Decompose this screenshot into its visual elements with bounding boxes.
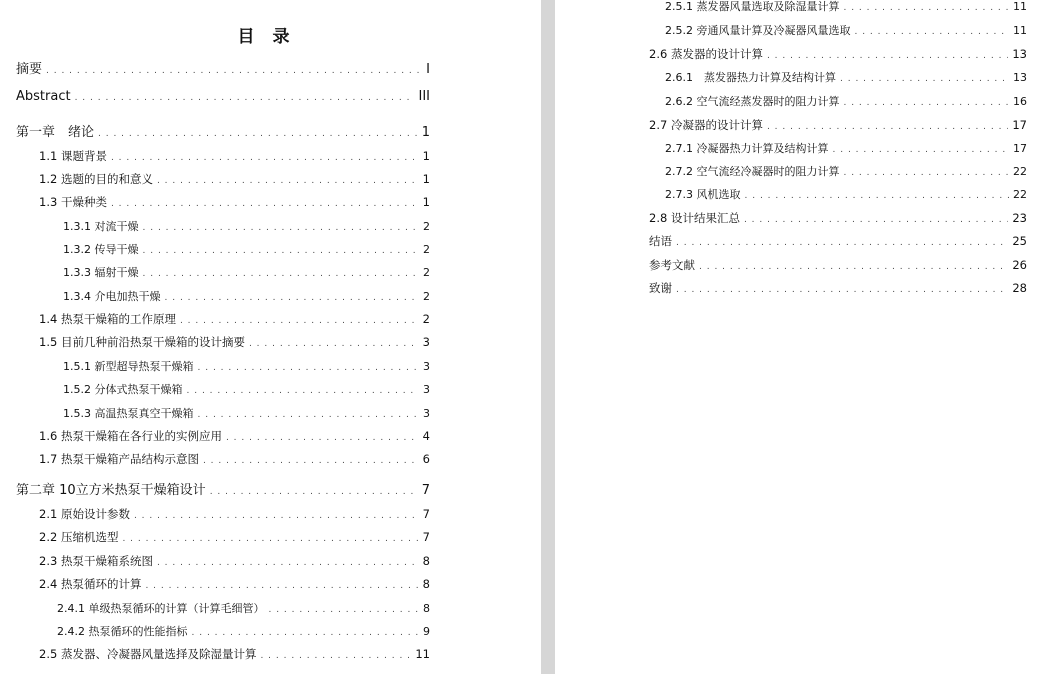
toc-page-number: 26 bbox=[1012, 258, 1027, 272]
toc-entry[interactable] bbox=[39, 148, 430, 164]
toc-leader-dots bbox=[210, 483, 418, 498]
toc-page-number: 6 bbox=[422, 452, 430, 466]
toc-page-number: 1 bbox=[422, 172, 430, 186]
toc-page-number: 11 bbox=[415, 647, 430, 661]
toc-leader-dots bbox=[203, 452, 419, 466]
toc-entry[interactable] bbox=[39, 506, 430, 522]
toc-leader-dots bbox=[111, 149, 419, 163]
toc-page-number: 3 bbox=[423, 360, 430, 373]
toc-entry-label: 2.3 热泵干燥箱系统图 bbox=[39, 554, 153, 568]
toc-page-number: 2 bbox=[422, 312, 430, 326]
toc-leader-dots bbox=[268, 602, 419, 615]
toc-page-number: 1 bbox=[422, 195, 430, 209]
toc-entry-label: 2.7.3 风机选取 bbox=[665, 188, 741, 201]
toc-page-number: 2 bbox=[423, 220, 430, 233]
toc-leader-dots bbox=[767, 118, 1008, 132]
toc-entry-label: 1.3.4 介电加热干燥 bbox=[63, 290, 161, 303]
toc-entry[interactable] bbox=[649, 117, 1027, 133]
toc-entry-label: 1.3.2 传导干燥 bbox=[63, 243, 139, 256]
toc-entry-label: 2.2 压缩机选型 bbox=[39, 530, 119, 544]
toc-page-number: 28 bbox=[1012, 281, 1027, 295]
toc-leader-dots bbox=[165, 290, 420, 303]
toc-page-number: 23 bbox=[1012, 211, 1027, 225]
toc-leader-dots bbox=[843, 165, 1009, 178]
toc-title: 目 录 bbox=[237, 27, 296, 47]
toc-entry[interactable] bbox=[16, 121, 430, 140]
toc-page-number: 7 bbox=[422, 507, 430, 521]
toc-entry[interactable] bbox=[649, 257, 1027, 273]
toc-page-number: III bbox=[418, 89, 430, 104]
toc-entry-label: 2.5.1 蒸发器风量选取及除湿量计算 bbox=[665, 0, 840, 13]
toc-entry-label: 第二章 10立方米热泵干燥箱设计 bbox=[16, 483, 206, 498]
toc-entry[interactable] bbox=[39, 171, 430, 187]
toc-entry-label: 2.4 热泵循环的计算 bbox=[39, 577, 142, 591]
toc-entry[interactable] bbox=[57, 623, 430, 639]
toc-page-right bbox=[555, 0, 1050, 674]
toc-leader-dots bbox=[843, 0, 1009, 13]
toc-entry[interactable] bbox=[39, 646, 430, 662]
toc-entry-label: 2.1 原始设计参数 bbox=[39, 507, 130, 521]
toc-entry[interactable] bbox=[649, 233, 1027, 249]
toc-entry[interactable] bbox=[649, 210, 1027, 226]
toc-entry[interactable] bbox=[63, 264, 430, 280]
toc-page-number: 17 bbox=[1013, 142, 1027, 155]
toc-page-number: 8 bbox=[422, 554, 430, 568]
toc-entry-label: 1.3.1 对流干燥 bbox=[63, 220, 139, 233]
toc-page-number: 13 bbox=[1012, 47, 1027, 61]
toc-page-number: 17 bbox=[1012, 118, 1027, 132]
toc-entry[interactable] bbox=[39, 311, 430, 327]
toc-entry-label: 2.7.1 冷凝器热力计算及结构计算 bbox=[665, 142, 829, 155]
toc-leader-dots bbox=[180, 312, 419, 326]
toc-leader-dots bbox=[840, 71, 1009, 84]
toc-entry[interactable] bbox=[63, 218, 430, 234]
toc-leader-dots bbox=[98, 125, 418, 140]
toc-leader-dots bbox=[46, 62, 422, 77]
toc-page-number: 8 bbox=[423, 602, 430, 615]
toc-entry[interactable] bbox=[665, 140, 1027, 156]
toc-leader-dots bbox=[854, 24, 1009, 37]
toc-entry[interactable] bbox=[665, 163, 1027, 179]
toc-page-number: 2 bbox=[423, 266, 430, 279]
toc-leader-dots bbox=[833, 142, 1010, 155]
toc-leader-dots bbox=[676, 281, 1008, 295]
toc-page-number: 22 bbox=[1013, 165, 1027, 178]
toc-entry-label: 1.3 干燥种类 bbox=[39, 195, 107, 209]
toc-entry[interactable] bbox=[63, 381, 430, 397]
toc-entry[interactable] bbox=[39, 451, 430, 467]
toc-entry-label: 2.6.2 空气流经蒸发器时的阻力计算 bbox=[665, 95, 840, 108]
toc-page-number: 16 bbox=[1013, 95, 1027, 108]
toc-leader-dots bbox=[187, 383, 420, 396]
toc-page-number: 11 bbox=[1013, 24, 1027, 37]
toc-entry-label: 第一章 绪论 bbox=[16, 125, 95, 140]
toc-entry-label: 2.4.1 单级热泵循环的计算（计算毛细管） bbox=[57, 602, 265, 615]
toc-entry[interactable] bbox=[665, 0, 1027, 14]
toc-entry-label: 1.5.3 高温热泵真空干燥箱 bbox=[63, 407, 194, 420]
toc-entry-label: 1.2 选题的目的和意义 bbox=[39, 172, 153, 186]
toc-entry[interactable] bbox=[649, 280, 1027, 296]
toc-entry-label: 2.5 蒸发器、冷凝器风量选择及除湿量计算 bbox=[39, 647, 257, 661]
toc-entry[interactable] bbox=[16, 479, 430, 498]
toc-entry-label: 2.5.2 旁通风量计算及冷凝器风量选取 bbox=[665, 24, 851, 37]
toc-leader-dots bbox=[198, 360, 420, 373]
toc-entry[interactable] bbox=[57, 600, 430, 616]
toc-leader-dots bbox=[145, 577, 418, 591]
toc-page-number: 8 bbox=[422, 577, 430, 591]
toc-leader-dots bbox=[843, 95, 1009, 108]
toc-entry-label: 1.5 目前几种前沿热泵干燥箱的设计摘要 bbox=[39, 335, 245, 349]
toc-page-number: 4 bbox=[422, 429, 430, 443]
toc-page-number: 3 bbox=[423, 407, 430, 420]
toc-entry[interactable] bbox=[63, 288, 430, 304]
toc-entry[interactable] bbox=[665, 69, 1027, 85]
toc-leader-dots bbox=[676, 234, 1008, 248]
toc-leader-dots bbox=[111, 195, 419, 209]
toc-entry-label: 致谢 bbox=[649, 281, 672, 295]
toc-entry-label: 参考文献 bbox=[649, 258, 695, 272]
toc-entry[interactable] bbox=[665, 186, 1027, 202]
toc-page-number: 3 bbox=[423, 383, 430, 396]
toc-entry[interactable] bbox=[665, 22, 1027, 38]
toc-entry-label: Abstract bbox=[16, 89, 71, 104]
toc-entry[interactable] bbox=[63, 405, 430, 421]
toc-entry-label: 摘要 bbox=[16, 62, 43, 77]
toc-leader-dots bbox=[143, 266, 420, 279]
toc-leader-dots bbox=[122, 530, 418, 544]
toc-page-number: 13 bbox=[1013, 71, 1027, 84]
toc-entry-label: 1.1 课题背景 bbox=[39, 149, 107, 163]
toc-entry[interactable] bbox=[39, 553, 430, 569]
toc-entry[interactable] bbox=[63, 241, 430, 257]
toc-leader-dots bbox=[744, 211, 1008, 225]
toc-entry[interactable] bbox=[39, 334, 430, 350]
toc-leader-dots bbox=[157, 172, 419, 186]
toc-entry-label: 1.6 热泵干燥箱在各行业的实例应用 bbox=[39, 429, 222, 443]
toc-leader-dots bbox=[143, 220, 420, 233]
toc-page-number: 22 bbox=[1013, 188, 1027, 201]
toc-entry-label: 1.5.1 新型超导热泵干燥箱 bbox=[63, 360, 194, 373]
toc-entry-label: 2.6 蒸发器的设计计算 bbox=[649, 47, 763, 61]
toc-entry[interactable] bbox=[665, 93, 1027, 109]
toc-page-number: 1 bbox=[422, 149, 430, 163]
toc-page-number: 1 bbox=[421, 125, 430, 140]
toc-entry[interactable] bbox=[39, 194, 430, 210]
toc-entry-label: 2.4.2 热泵循环的性能指标 bbox=[57, 625, 188, 638]
toc-leader-dots bbox=[192, 625, 420, 638]
toc-leader-dots bbox=[699, 258, 1008, 272]
toc-page-number: 3 bbox=[422, 335, 430, 349]
toc-leader-dots bbox=[249, 335, 419, 349]
toc-leader-dots bbox=[745, 188, 1010, 201]
toc-page-number: 7 bbox=[422, 530, 430, 544]
toc-entry[interactable] bbox=[39, 529, 430, 545]
toc-page-number: 25 bbox=[1012, 234, 1027, 248]
toc-entry-label: 1.5.2 分体式热泵干燥箱 bbox=[63, 383, 183, 396]
page-gutter bbox=[541, 0, 555, 674]
toc-leader-dots bbox=[767, 47, 1008, 61]
toc-entry-label: 2.7.2 空气流经冷凝器时的阻力计算 bbox=[665, 165, 840, 178]
toc-entry-label: 结语 bbox=[649, 234, 672, 248]
toc-leader-dots bbox=[226, 429, 419, 443]
toc-entry[interactable] bbox=[39, 576, 430, 592]
toc-page-number: 2 bbox=[423, 243, 430, 256]
toc-entry-label: 1.4 热泵干燥箱的工作原理 bbox=[39, 312, 176, 326]
toc-page-number: 9 bbox=[423, 625, 430, 638]
toc-page-number: 11 bbox=[1013, 0, 1027, 13]
toc-page-number: 2 bbox=[423, 290, 430, 303]
toc-entry-label: 2.7 冷凝器的设计计算 bbox=[649, 118, 763, 132]
toc-leader-dots bbox=[157, 554, 419, 568]
toc-entry-label: 2.8 设计结果汇总 bbox=[649, 211, 740, 225]
toc-leader-dots bbox=[134, 507, 419, 521]
toc-entry[interactable] bbox=[63, 358, 430, 374]
toc-entry-label: 1.3.3 辐射干燥 bbox=[63, 266, 139, 279]
toc-leader-dots bbox=[75, 89, 415, 104]
toc-page-number: 7 bbox=[421, 483, 430, 498]
toc-leader-dots bbox=[198, 407, 420, 420]
toc-entry[interactable] bbox=[16, 58, 430, 77]
toc-leader-dots bbox=[260, 647, 411, 661]
toc-entry[interactable] bbox=[649, 46, 1027, 62]
toc-entry-label: 1.7 热泵干燥箱产品结构示意图 bbox=[39, 452, 199, 466]
toc-leader-dots bbox=[143, 243, 420, 256]
toc-entry[interactable] bbox=[39, 428, 430, 444]
toc-page-number: I bbox=[426, 62, 430, 77]
toc-entry-label: 2.6.1 蒸发器热力计算及结构计算 bbox=[665, 71, 836, 84]
toc-entry[interactable] bbox=[16, 89, 430, 104]
